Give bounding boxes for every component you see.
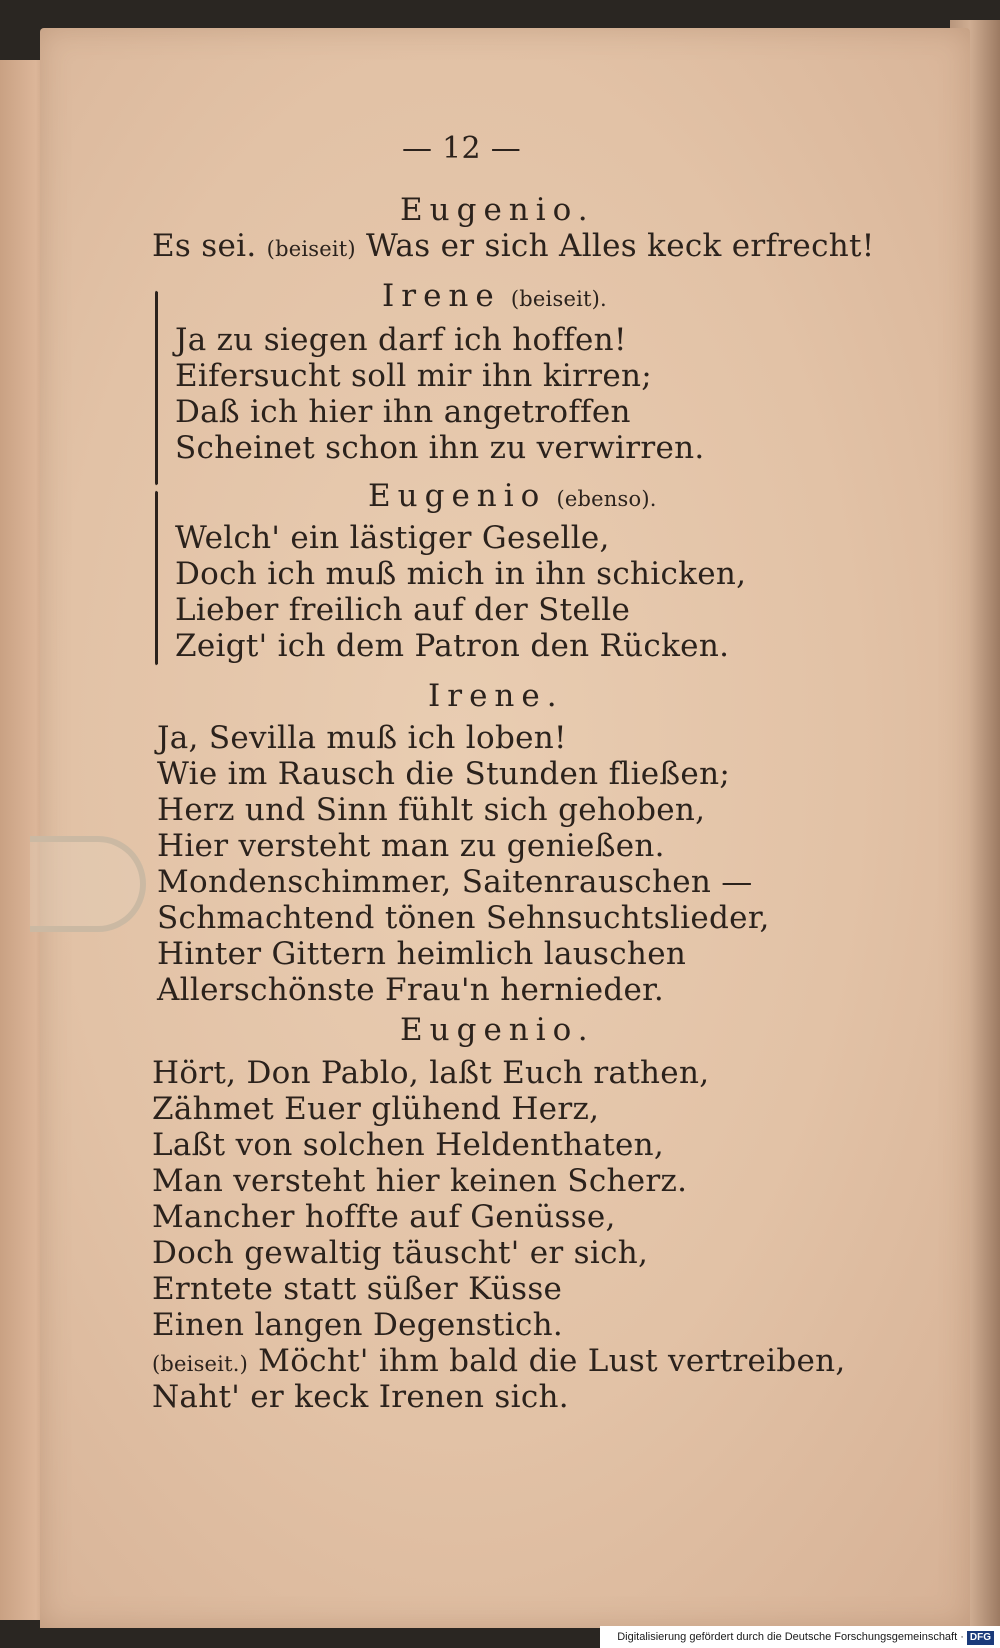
verse-line: Man versteht hier keinen Scherz. — [152, 1163, 688, 1199]
speaker-irene-1: Irene (beiseit). — [382, 278, 607, 314]
verse-line: Lieber freilich auf der Stelle — [175, 592, 631, 628]
verse-line: Eifersucht soll mir ihn kirren; — [175, 358, 653, 394]
verse-line: Zeigt' ich dem Patron den Rücken. — [175, 628, 730, 664]
verse-line: Es sei. (beiseit) Was er sich Alles keck erfrecht! — [152, 228, 875, 264]
page-number: — 12 — — [402, 131, 522, 166]
verse-line: Schmachtend tönen Sehnsuchtslieder, — [157, 900, 770, 936]
verse-line: Herz und Sinn fühlt sich gehoben, — [157, 792, 706, 828]
verse-line: Mancher hoffte auf Genüsse, — [152, 1199, 616, 1235]
stage-direction: (beiseit.) — [152, 1352, 249, 1376]
dfg-logo: DFG — [967, 1631, 994, 1645]
verse-line: Naht' er keck Irenen sich. — [152, 1379, 569, 1415]
verse-line: Erntete statt süßer Küsse — [152, 1271, 563, 1307]
verse-line: Mondenschimmer, Saitenrauschen — — [157, 864, 753, 900]
digitization-footer — [600, 1626, 1000, 1648]
speaker-eugenio-2: Eugenio (ebenso). — [368, 478, 657, 514]
verse-line: Doch ich muß mich in ihn schicken, — [175, 556, 747, 592]
verse-line: (beiseit.) Möcht' ihm bald die Lust vertreiben, — [152, 1343, 846, 1379]
verse-line: Ja zu siegen darf ich hoffen! — [175, 322, 627, 358]
speaker-irene-2: Irene. — [428, 678, 564, 714]
stage-direction: (beiseit) — [266, 237, 356, 261]
verse-line: Laßt von solchen Heldenthaten, — [152, 1127, 665, 1163]
stage-direction: (ebenso). — [556, 487, 657, 511]
footer-text: Digitalisierung gefördert durch die Deutsche Forschungsgemeinschaft · — [617, 1631, 964, 1643]
stage-direction: (beiseit). — [510, 287, 607, 311]
verse-line: Einen langen Degenstich. — [152, 1307, 564, 1343]
verse-line: Hinter Gittern heimlich lauschen — [157, 936, 687, 972]
verse-line: Scheinet schon ihn zu verwirren. — [175, 430, 705, 466]
verse-line: Welch' ein lästiger Geselle, — [175, 520, 610, 556]
speaker-eugenio-3: Eugenio. — [400, 1012, 595, 1048]
speaker-eugenio-1: Eugenio. — [400, 192, 595, 228]
brace-left — [155, 290, 158, 486]
verse-line: Doch gewaltig täuscht' er sich, — [152, 1235, 649, 1271]
brace-left — [155, 490, 158, 666]
verse-line: Hier versteht man zu genießen. — [157, 828, 665, 864]
verse-line: Hört, Don Pablo, laßt Euch rathen, — [152, 1055, 710, 1091]
verse-line: Zähmet Euer glühend Herz, — [152, 1091, 600, 1127]
verse-line: Ja, Sevilla muß ich loben! — [157, 720, 567, 756]
verse-line: Allerschönste Frau'n hernieder. — [157, 972, 665, 1008]
bookmark-clip — [30, 836, 146, 932]
verse-line: Daß ich hier ihn angetroffen — [175, 394, 631, 430]
verse-line: Wie im Rausch die Stunden fließen; — [157, 756, 731, 792]
